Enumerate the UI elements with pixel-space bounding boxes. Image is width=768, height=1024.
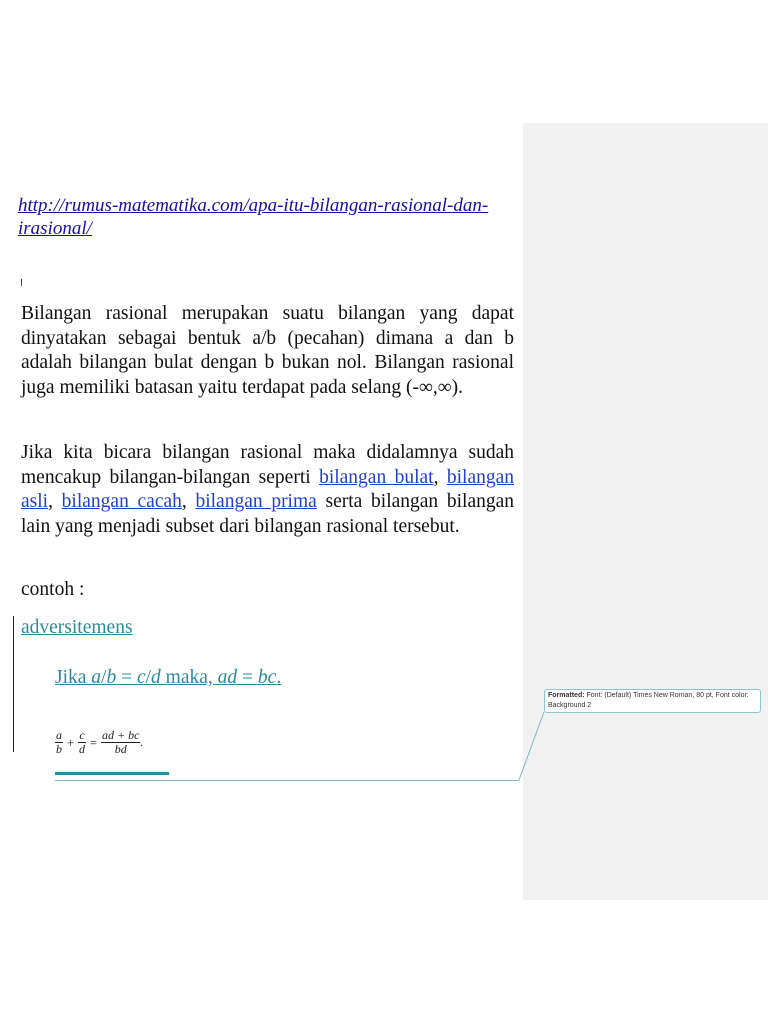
numerator: a — [56, 728, 62, 742]
paragraph-text-start: Jika kita bicara bilangan rasional maka didalamnya sudah mencakup bilangan-bilangan seperti — [21, 442, 514, 488]
link-bilangan-prima[interactable]: bilangan prima — [195, 491, 317, 512]
denominator: d — [79, 742, 85, 756]
link-bilangan-asli[interactable]: bilangan asli — [21, 466, 515, 512]
eq-var: bc — [257, 667, 277, 688]
adversitemens-text[interactable]: adversitemens — [21, 617, 133, 638]
revision-change-bar — [13, 616, 14, 752]
eq-word: Jika — [55, 667, 92, 688]
source-url-line-2[interactable]: irasional/ — [18, 218, 92, 239]
paragraph-subsets — [21, 441, 514, 539]
teal-anchor-line — [55, 780, 519, 781]
fraction-a-over-b — [55, 729, 63, 756]
fraction-c-over-d — [78, 729, 85, 756]
eq-var: a — [91, 667, 102, 688]
numerator: c — [79, 728, 85, 742]
eq-slash: / — [101, 667, 107, 688]
comment-pane — [523, 123, 768, 900]
link-bilangan-bulat[interactable]: bilangan bulat — [319, 466, 434, 488]
comment-balloon[interactable] — [544, 689, 761, 713]
denominator: bd — [114, 742, 127, 756]
eq-var: c — [136, 667, 146, 688]
numerator: ad + bc — [102, 728, 140, 742]
denominator: b — [56, 742, 62, 756]
equals-sign: = — [89, 734, 98, 750]
paragraph-text-end: serta bilangan bilangan lain yang menjadi subset dari bilangan rasional tersebut. — [21, 491, 515, 537]
eq-equals: = — [237, 667, 258, 688]
eq-slash: / — [145, 667, 152, 688]
eq-word: maka, — [160, 667, 218, 688]
source-url-line-1[interactable]: http://rumus-matematika.com/apa-itu-bilangan-rasional-dan- — [18, 195, 489, 216]
teal-underline-bar — [55, 772, 169, 775]
separator: , — [48, 491, 62, 512]
link-bilangan-cacah[interactable]: bilangan cacah — [61, 491, 182, 512]
eq-period: . — [276, 667, 282, 688]
comment-label: Formatted: — [548, 692, 585, 699]
formula-period: . — [140, 735, 144, 749]
plus-sign: + — [67, 734, 75, 750]
eq-var: ad — [217, 667, 238, 688]
fraction-result — [101, 729, 140, 756]
eq-var: b — [106, 667, 117, 688]
eq-equals: = — [116, 667, 137, 688]
fraction-formula — [55, 729, 143, 756]
equation-line — [55, 666, 281, 690]
eq-var: d — [151, 667, 161, 688]
text-cursor-mark — [21, 279, 22, 286]
comment-text: Font: (Default) Times New Roman, 80 pt, Font color: Background 2 — [548, 692, 749, 709]
separator: , — [433, 466, 447, 488]
paragraph-definition: Bilangan rasional merupakan suatu bilangan yang dapat dinyatakan sebagai bentuk a/b (pecahan) dimana a dan b adalah bilangan bulat dengan b bukan nol. Bilangan rasional juga memiliki batasan yaitu terdapat pada selang (-∞,∞). — [21, 303, 514, 398]
contoh-label: contoh : — [21, 579, 85, 600]
separator: , — [181, 491, 196, 512]
